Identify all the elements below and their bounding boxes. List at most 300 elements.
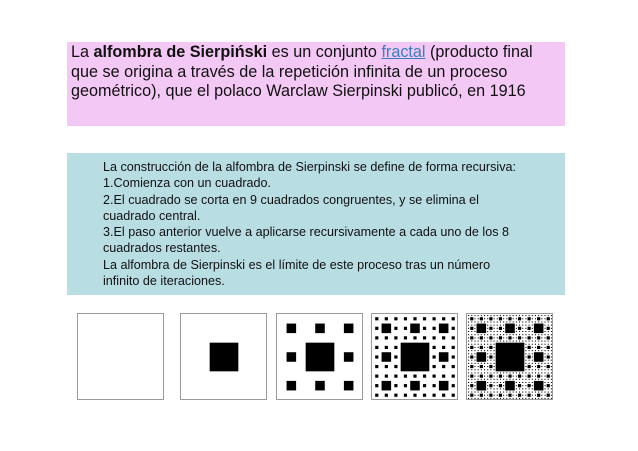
removed-square [494,379,495,380]
removed-square [468,379,469,380]
removed-square [468,325,469,326]
removed-square [490,379,491,380]
removed-square [503,334,504,335]
removed-square [548,363,549,364]
removed-square [545,344,546,345]
removed-square [522,337,523,338]
removed-square [503,337,504,338]
removed-square [548,334,549,335]
removed-square [468,318,469,319]
removed-square [382,324,392,334]
removed-square [471,379,472,380]
construction-line: La alfombra de Sierpinski es el límite de este proceso tras un número [103,257,491,272]
removed-square [442,346,445,349]
removed-square [525,379,526,380]
removed-square [528,384,531,387]
removed-square [494,388,495,389]
removed-square [484,318,485,319]
removed-square [532,398,533,399]
removed-square [551,328,552,329]
removed-square [487,372,488,373]
construction-line: La construcción de la alfombra de Sierpinski se define de forma recursiva: [103,160,517,174]
removed-square [513,372,514,373]
removed-square [503,372,504,373]
removed-square [474,376,475,377]
removed-square [529,398,530,399]
removed-square [548,315,549,316]
removed-square [287,324,297,334]
removed-square [452,346,455,349]
removed-square [410,381,420,391]
removed-square [541,363,542,364]
removed-square [528,365,531,368]
removed-square [519,379,520,380]
removed-square [375,365,378,368]
removed-square [522,315,523,316]
removed-square [516,372,517,373]
removed-square [529,353,530,354]
removed-square [375,336,378,339]
fractal-link[interactable]: fractal [381,43,426,61]
removed-square [423,375,426,378]
removed-square [516,388,517,389]
removed-square [474,337,475,338]
removed-square [513,315,514,316]
removed-square [522,321,523,322]
removed-square [433,327,436,330]
removed-square [474,325,475,326]
removed-square [433,365,436,368]
removed-square [529,382,530,383]
construction-line: 3.El paso anterior vuelve a aplicarse recursivamente a cada uno de los 8 [103,225,510,240]
removed-square [500,315,501,316]
removed-square [468,363,469,364]
removed-square [522,318,523,319]
removed-square [468,382,469,383]
removed-square [497,392,498,393]
removed-square [494,353,495,354]
removed-square [490,350,491,351]
removed-square [547,394,550,397]
removed-square [506,321,507,322]
removed-square [497,395,498,396]
removed-square [545,398,546,399]
removed-square [413,336,416,339]
removed-square [315,324,325,334]
removed-square [537,365,540,368]
removed-square [471,382,472,383]
removed-square [518,394,521,397]
removed-square [525,328,526,329]
removed-square [532,356,533,357]
removed-square [538,392,539,393]
removed-square [551,353,552,354]
removed-square [518,336,521,339]
removed-square [478,350,479,351]
removed-square [537,346,540,349]
removed-square [518,375,521,378]
removed-square [513,376,514,377]
removed-square [478,372,479,373]
removed-square [532,353,533,354]
removed-square [528,394,531,397]
removed-square [478,347,479,348]
removed-square [484,376,485,377]
removed-square [500,321,501,322]
removed-square [541,392,542,393]
removed-square [516,376,517,377]
removed-square [480,394,483,397]
removed-square [490,369,491,370]
removed-square [468,369,469,370]
removed-square [394,384,397,387]
removed-square [538,334,539,335]
removed-square [548,350,549,351]
removed-square [497,318,498,319]
removed-square [468,315,469,316]
removed-square [525,325,526,326]
removed-square [499,336,502,339]
removed-square [385,375,388,378]
removed-square [525,360,526,361]
removed-square [545,385,546,386]
removed-square [500,325,501,326]
removed-square [541,395,542,396]
removed-square [528,336,531,339]
removed-square [478,392,479,393]
removed-square [547,346,550,349]
removed-square [471,392,472,393]
removed-square [474,350,475,351]
removed-square [541,369,542,370]
removed-square [490,341,491,342]
removed-square [474,382,475,383]
removed-square [551,334,552,335]
removed-square [470,346,473,349]
removed-square [545,318,546,319]
removed-square [494,382,495,383]
removed-square [433,394,436,397]
removed-square [545,360,546,361]
removed-square [525,385,526,386]
removed-square [503,385,504,386]
removed-square [494,337,495,338]
removed-square [545,392,546,393]
removed-square [545,388,546,389]
removed-square [487,388,488,389]
removed-square [522,328,523,329]
removed-square [490,344,491,345]
removed-square [287,381,297,391]
removed-square [506,372,507,373]
removed-square [506,337,507,338]
removed-square [490,331,491,332]
removed-square [535,376,536,377]
removed-square [470,375,473,378]
removed-square [522,325,523,326]
construction-line: infinito de iteraciones. [103,274,225,289]
removed-square [480,375,483,378]
removed-square [541,350,542,351]
removed-square [525,350,526,351]
removed-square [494,376,495,377]
removed-square [494,344,495,345]
removed-square [468,341,469,342]
removed-square [522,372,523,373]
removed-square [547,355,550,358]
removed-square [532,350,533,351]
removed-square [478,315,479,316]
removed-square [497,334,498,335]
removed-square [522,379,523,380]
removed-square [474,328,475,329]
removed-square [551,360,552,361]
removed-square [500,382,501,383]
removed-square [484,334,485,335]
removed-square [487,385,488,386]
removed-square [518,384,521,387]
removed-square [394,336,397,339]
removed-square [551,315,552,316]
removed-square [551,382,552,383]
removed-square [503,325,504,326]
removed-square [497,372,498,373]
removed-square [468,356,469,357]
intro-bold-term: alfombra de Sierpiński [93,43,268,61]
removed-square [385,317,388,320]
removed-square [468,331,469,332]
removed-square [548,372,549,373]
removed-square [394,327,397,330]
removed-square [423,317,426,320]
removed-square [471,360,472,361]
removed-square [513,379,514,380]
removed-square [499,394,502,397]
removed-square [525,341,526,342]
removed-square [503,388,504,389]
removed-square [535,315,536,316]
removed-square [394,375,397,378]
removed-square [474,392,475,393]
removed-square [551,392,552,393]
removed-square [470,394,473,397]
removed-square [490,382,491,383]
removed-square [532,372,533,373]
removed-square [525,369,526,370]
removed-square [499,375,502,378]
removed-square [538,350,539,351]
removed-square [470,365,473,368]
removed-square [474,372,475,373]
removed-square [401,343,430,372]
removed-square [484,347,485,348]
removed-square [518,317,521,320]
removed-square [534,352,544,362]
removed-square [494,341,495,342]
removed-square [494,328,495,329]
removed-square [529,350,530,351]
removed-square [535,366,536,367]
removed-square [522,341,523,342]
removed-square [551,372,552,373]
removed-square [551,379,552,380]
removed-square [404,384,407,387]
removed-square [490,392,491,393]
removed-square [538,398,539,399]
removed-square [532,325,533,326]
removed-square [525,382,526,383]
removed-square [519,334,520,335]
removed-square [500,334,501,335]
removed-square [529,369,530,370]
removed-square [478,376,479,377]
removed-square [490,325,491,326]
removed-square [545,353,546,354]
removed-square [470,355,473,358]
removed-square [529,331,530,332]
removed-square [478,379,479,380]
removed-square [522,395,523,396]
removed-square [468,337,469,338]
removed-square [484,395,485,396]
removed-square [494,331,495,332]
removed-square [525,395,526,396]
removed-square [481,321,482,322]
removed-square [439,352,449,362]
removed-square [506,395,507,396]
removed-square [509,372,510,373]
removed-square [548,341,549,342]
removed-square [529,360,530,361]
removed-square [474,331,475,332]
removed-square [442,336,445,339]
removed-square [551,331,552,332]
removed-square [499,327,502,330]
removed-square [516,395,517,396]
removed-square [484,379,485,380]
removed-square [551,366,552,367]
removed-square [532,321,533,322]
removed-square [548,331,549,332]
removed-square [528,317,531,320]
removed-square [541,334,542,335]
removed-square [474,388,475,389]
removed-square [484,369,485,370]
intro-text-end: (producto final que se origina a través de la repetición infinita de un proceso geométrico), que el polaco Warclaw Sierpinski publicó, en 1916 [71,43,533,101]
removed-square [538,341,539,342]
removed-square [503,392,504,393]
removed-square [535,321,536,322]
removed-square [481,392,482,393]
removed-square [545,395,546,396]
removed-square [532,369,533,370]
removed-square [545,366,546,367]
removed-square [471,341,472,342]
removed-square [474,344,475,345]
removed-square [535,379,536,380]
removed-square [344,352,354,362]
removed-square [548,398,549,399]
removed-square [478,369,479,370]
removed-square [489,365,492,368]
removed-square [522,398,523,399]
removed-square [537,317,540,320]
removed-square [519,331,520,332]
removed-square [516,337,517,338]
removed-square [503,341,504,342]
removed-square [481,350,482,351]
removed-square [478,366,479,367]
removed-square [474,360,475,361]
removed-square [532,360,533,361]
removed-square [519,325,520,326]
removed-square [478,318,479,319]
removed-square [489,394,492,397]
removed-square [532,344,533,345]
removed-square [545,376,546,377]
removed-square [452,317,455,320]
removed-square [548,353,549,354]
removed-square [532,366,533,367]
removed-square [519,321,520,322]
removed-square [545,315,546,316]
removed-square [423,336,426,339]
removed-square [413,394,416,397]
removed-square [534,324,544,334]
removed-square [529,363,530,364]
removed-square [452,365,455,368]
removed-square [541,379,542,380]
removed-square [538,363,539,364]
removed-square [508,394,511,397]
removed-square [535,369,536,370]
removed-square [522,376,523,377]
removed-square [541,372,542,373]
removed-square [375,394,378,397]
removed-square [545,347,546,348]
removed-square [505,324,515,334]
removed-square [490,398,491,399]
removed-square [528,355,531,358]
removed-square [477,324,487,334]
removed-square [394,355,397,358]
removed-square [490,353,491,354]
removed-square [529,388,530,389]
removed-square [551,321,552,322]
removed-square [375,346,378,349]
intro-text-box [67,42,565,126]
removed-square [509,334,510,335]
removed-square [468,388,469,389]
removed-square [484,344,485,345]
removed-square [508,317,511,320]
removed-square [532,331,533,332]
removed-square [500,331,501,332]
removed-square [490,321,491,322]
removed-square [433,317,436,320]
removed-square [474,347,475,348]
removed-square [535,337,536,338]
removed-square [494,321,495,322]
removed-square [494,395,495,396]
removed-square [497,328,498,329]
removed-square [487,328,488,329]
removed-square [490,334,491,335]
removed-square [547,365,550,368]
removed-square [442,394,445,397]
removed-square [519,372,520,373]
removed-square [537,375,540,378]
